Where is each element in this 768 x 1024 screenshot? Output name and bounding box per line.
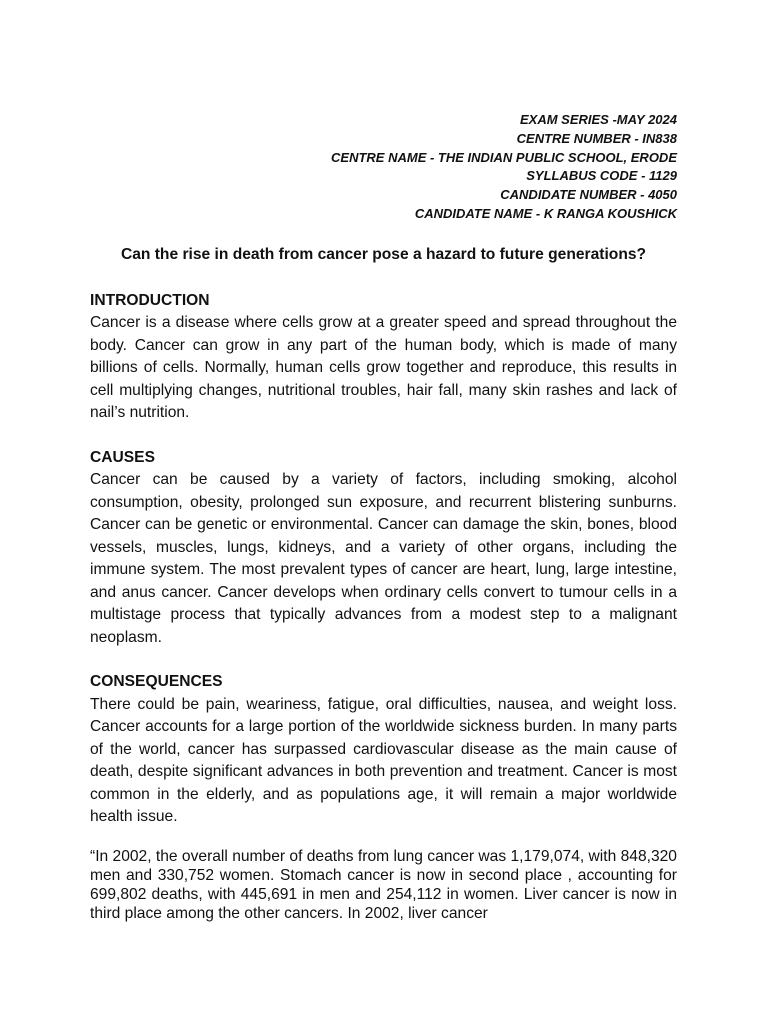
introduction-heading: INTRODUCTION [90,291,210,309]
centre-number: CENTRE NUMBER - IN838 [516,130,677,146]
section-causes [90,447,677,650]
quote-body: “In 2002, the overall number of deaths from lung cancer was 1,179,074, with 848,320 men and 330,752 women. Stomach cancer is now in second place , accounting for 699,802 deaths, with 445,691 in men and 254,112 in women. Liver cancer is now in third place among the other cancers. In 2002, liver cancer [90,847,677,922]
centre-name: CENTRE NAME - THE INDIAN PUBLIC SCHOOL, ERODE [331,149,677,165]
document-page [90,110,677,923]
essay-title: Can the rise in death from cancer pose a hazard to future generations? [120,245,647,263]
section-consequences [90,671,677,829]
candidate-name: CANDIDATE NAME - K RANGA KOUSHICK [414,205,677,221]
consequences-body: There could be pain, weariness, fatigue, oral difficulties, nausea, and weight loss. Cancer accounts for a large portion of the worldwide sickness burden. In many parts of the world, cancer has surpassed cardiovascular disease as the main cause of death, despite significant advances in both prevention and treatment. Cancer is most common in the elderly, and as populations age, it will remain a major worldwide health issue. [90,695,677,826]
consequences-heading: CONSEQUENCES [90,673,223,691]
section-introduction [90,290,677,425]
syllabus-code: SYLLABUS CODE - 1129 [526,168,677,184]
section-quote [90,847,677,923]
introduction-body: Cancer is a disease where cells grow at a greater speed and spread throughout the body. Cancer can grow in any part of the human body, which is made of many billions of cells. Normally, human cells grow together and reproduce, this results in cell multiplying changes, nutritional troubles, hair fall, many skin rashes and lack of nail’s nutrition. [90,314,677,422]
exam-header [90,111,677,224]
exam-series: EXAM SERIES -MAY 2024 [519,112,677,127]
candidate-number: CANDIDATE NUMBER - 4050 [500,187,677,203]
causes-body: Cancer can be caused by a variety of factors, including smoking, alcohol consumption, obesity, prolonged sun exposure, and recurrent blistering sunburns. Cancer can be genetic or environmental. Cancer can damage the skin, bones, blood vessels, muscles, lungs, kidneys, and a variety of other organs, including the immune system. The most prevalent types of cancer are heart, lung, large intestine, and anus cancer. Cancer develops when ordinary cells convert to tumour cells in a multistage process that typically advances from a modest step to a malignant neoplasm. [90,471,677,646]
causes-heading: CAUSES [90,448,155,466]
